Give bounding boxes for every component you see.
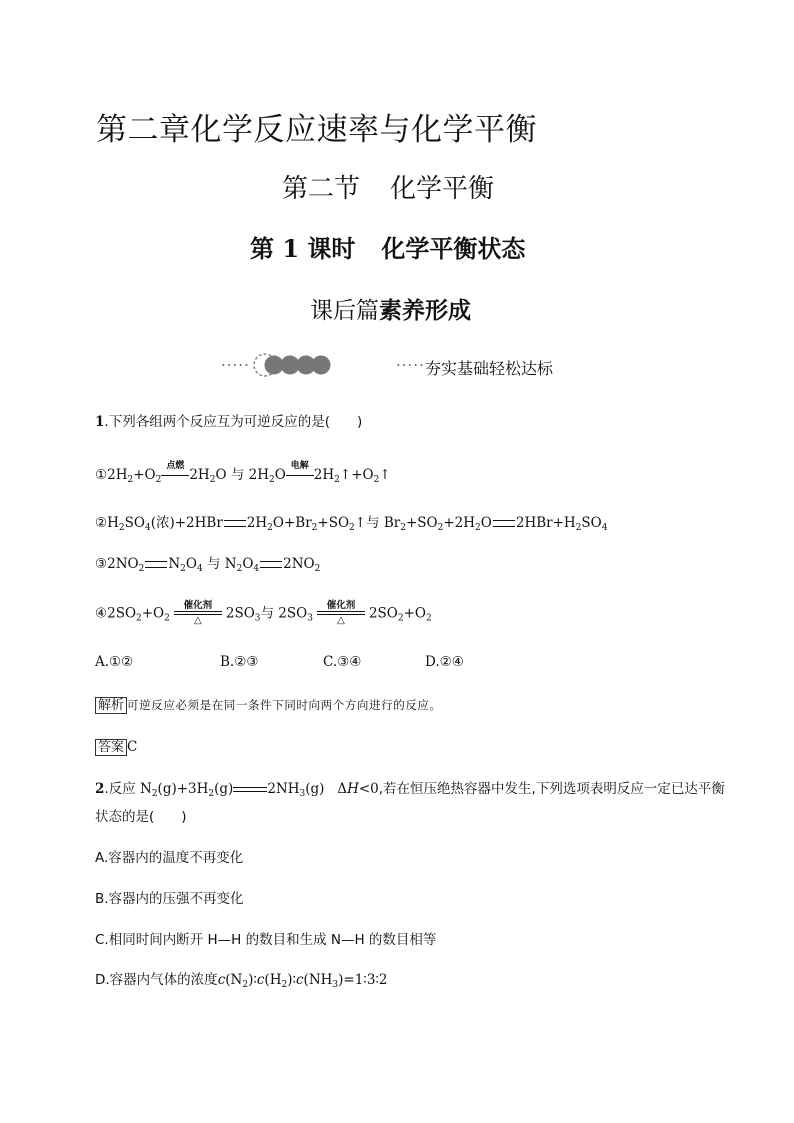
q2-choice-a: A.容器内的温度不再变化	[95, 850, 244, 866]
catalyst-cond-2: 催化剂	[326, 600, 356, 611]
electrolysis-cond: 电解	[290, 460, 309, 471]
q1-opt3-mark: ③	[95, 556, 108, 572]
section-title	[282, 168, 494, 205]
q1-option-1: $①2H_2+O_2$ 点燃 $2H_2O$ 与 $2H_2O$ 电解 $2H_2↑+O_2↑$	[95, 463, 391, 483]
after-class-bold: 素养形成	[379, 298, 471, 324]
q1-opt3-and: 与	[206, 556, 221, 572]
q2-number: 2	[95, 781, 105, 797]
q2-choice-d: D.容器内气体的浓度$c(N_2)∶c(H_2)∶c(NH_3)=1∶3∶2$	[95, 972, 388, 990]
q1-explanation	[95, 694, 442, 713]
ignite-cond: 点燃	[166, 460, 185, 471]
banner-circles-icon	[252, 352, 332, 378]
q1-opt4-mark: ④	[95, 605, 108, 622]
banner-left-dots: ·····	[221, 356, 250, 374]
answer-label: 答案	[95, 739, 127, 756]
q2-stem-tail: ,若在恒压绝热容器中发生,下列选项表明反应一定已达平衡	[378, 781, 725, 797]
q1-opt4-and: 与	[260, 605, 275, 622]
q1-stem	[95, 410, 362, 430]
ignite-arrow	[161, 460, 189, 483]
catalyst-arrow-2	[315, 599, 367, 629]
lesson-name: 化学平衡状态	[381, 234, 526, 263]
q1-choice-c: C.③④	[323, 654, 362, 670]
heat-cond-2: △	[337, 615, 345, 626]
chapter-title: 第二章化学反应速率与化学平衡	[96, 112, 537, 148]
q1-opt1-mark: ①	[95, 467, 108, 483]
q1-answer	[95, 736, 137, 755]
q2-choice-c: C.相同时间内断开 H—H 的数目和生成 N—H 的数目相等	[95, 932, 437, 948]
q1-stem-text: .下列各组两个反应互为可逆反应的是( )	[104, 414, 363, 430]
catalyst-arrow	[172, 599, 224, 629]
q1-number: 1	[95, 414, 105, 430]
explanation-label: 解析	[95, 697, 127, 714]
after-class-heading	[310, 292, 471, 325]
explanation-text: 可逆反应必须是在同一条件下同时向两个方向进行的反应。	[127, 698, 442, 712]
after-class-prefix: 课后篇	[310, 298, 379, 324]
section-number: 第二节	[282, 174, 361, 204]
electrolysis-arrow	[286, 460, 314, 483]
q1-opt2-mark: ②	[95, 515, 108, 531]
q1-choice-d: D.②④	[425, 654, 464, 670]
q1-option-4: $④2SO_2+O_2$ 催化剂 △ $2SO_3$与 $2SO_3$ 催化剂 △ $2SO_2+O_2$	[95, 599, 432, 629]
catalyst-cond: 催化剂	[183, 600, 213, 611]
banner-right-dots: ·····	[396, 356, 425, 374]
section-name: 化学平衡	[390, 174, 495, 204]
q2-choice-b: B.容器内的压强不再变化	[95, 891, 244, 907]
q1-opt2-and: 与	[366, 515, 380, 531]
heat-cond: △	[194, 615, 202, 626]
q2-choice-d-prefix: D.容器内气体的浓度	[95, 972, 218, 988]
q1-opt1-and: 与	[230, 467, 245, 483]
q1-choice-a: A.①②	[95, 654, 134, 670]
lesson-number: 第 1 课时	[250, 234, 356, 263]
answer-text: C	[127, 739, 138, 755]
q1-option-2: $②H_2SO_4$(浓)+2HBr $2H_2O+Br_2+SO_2↑$与 $Br_2+SO_2+2H_2O$ $2HBr+H_2SO_4$	[95, 515, 608, 533]
q2-stem-line2: 状态的是( )	[95, 809, 187, 825]
q2-stem: 2.反应 $N_2(g)+3H_2(g)$ $2NH_3(g)$ ΔH<0,若在恒压绝热容器中发生,下列选项表明反应一定已达平衡	[95, 781, 725, 799]
lesson-title	[250, 229, 525, 264]
q1-option-3: $③2NO_2$ $N_2O_4$ 与 $N_2O_4$ $2NO_2$	[95, 556, 321, 574]
banner-tag: 夯实基础轻松达标	[425, 359, 554, 378]
q1-choice-b: B.②③	[220, 654, 259, 670]
